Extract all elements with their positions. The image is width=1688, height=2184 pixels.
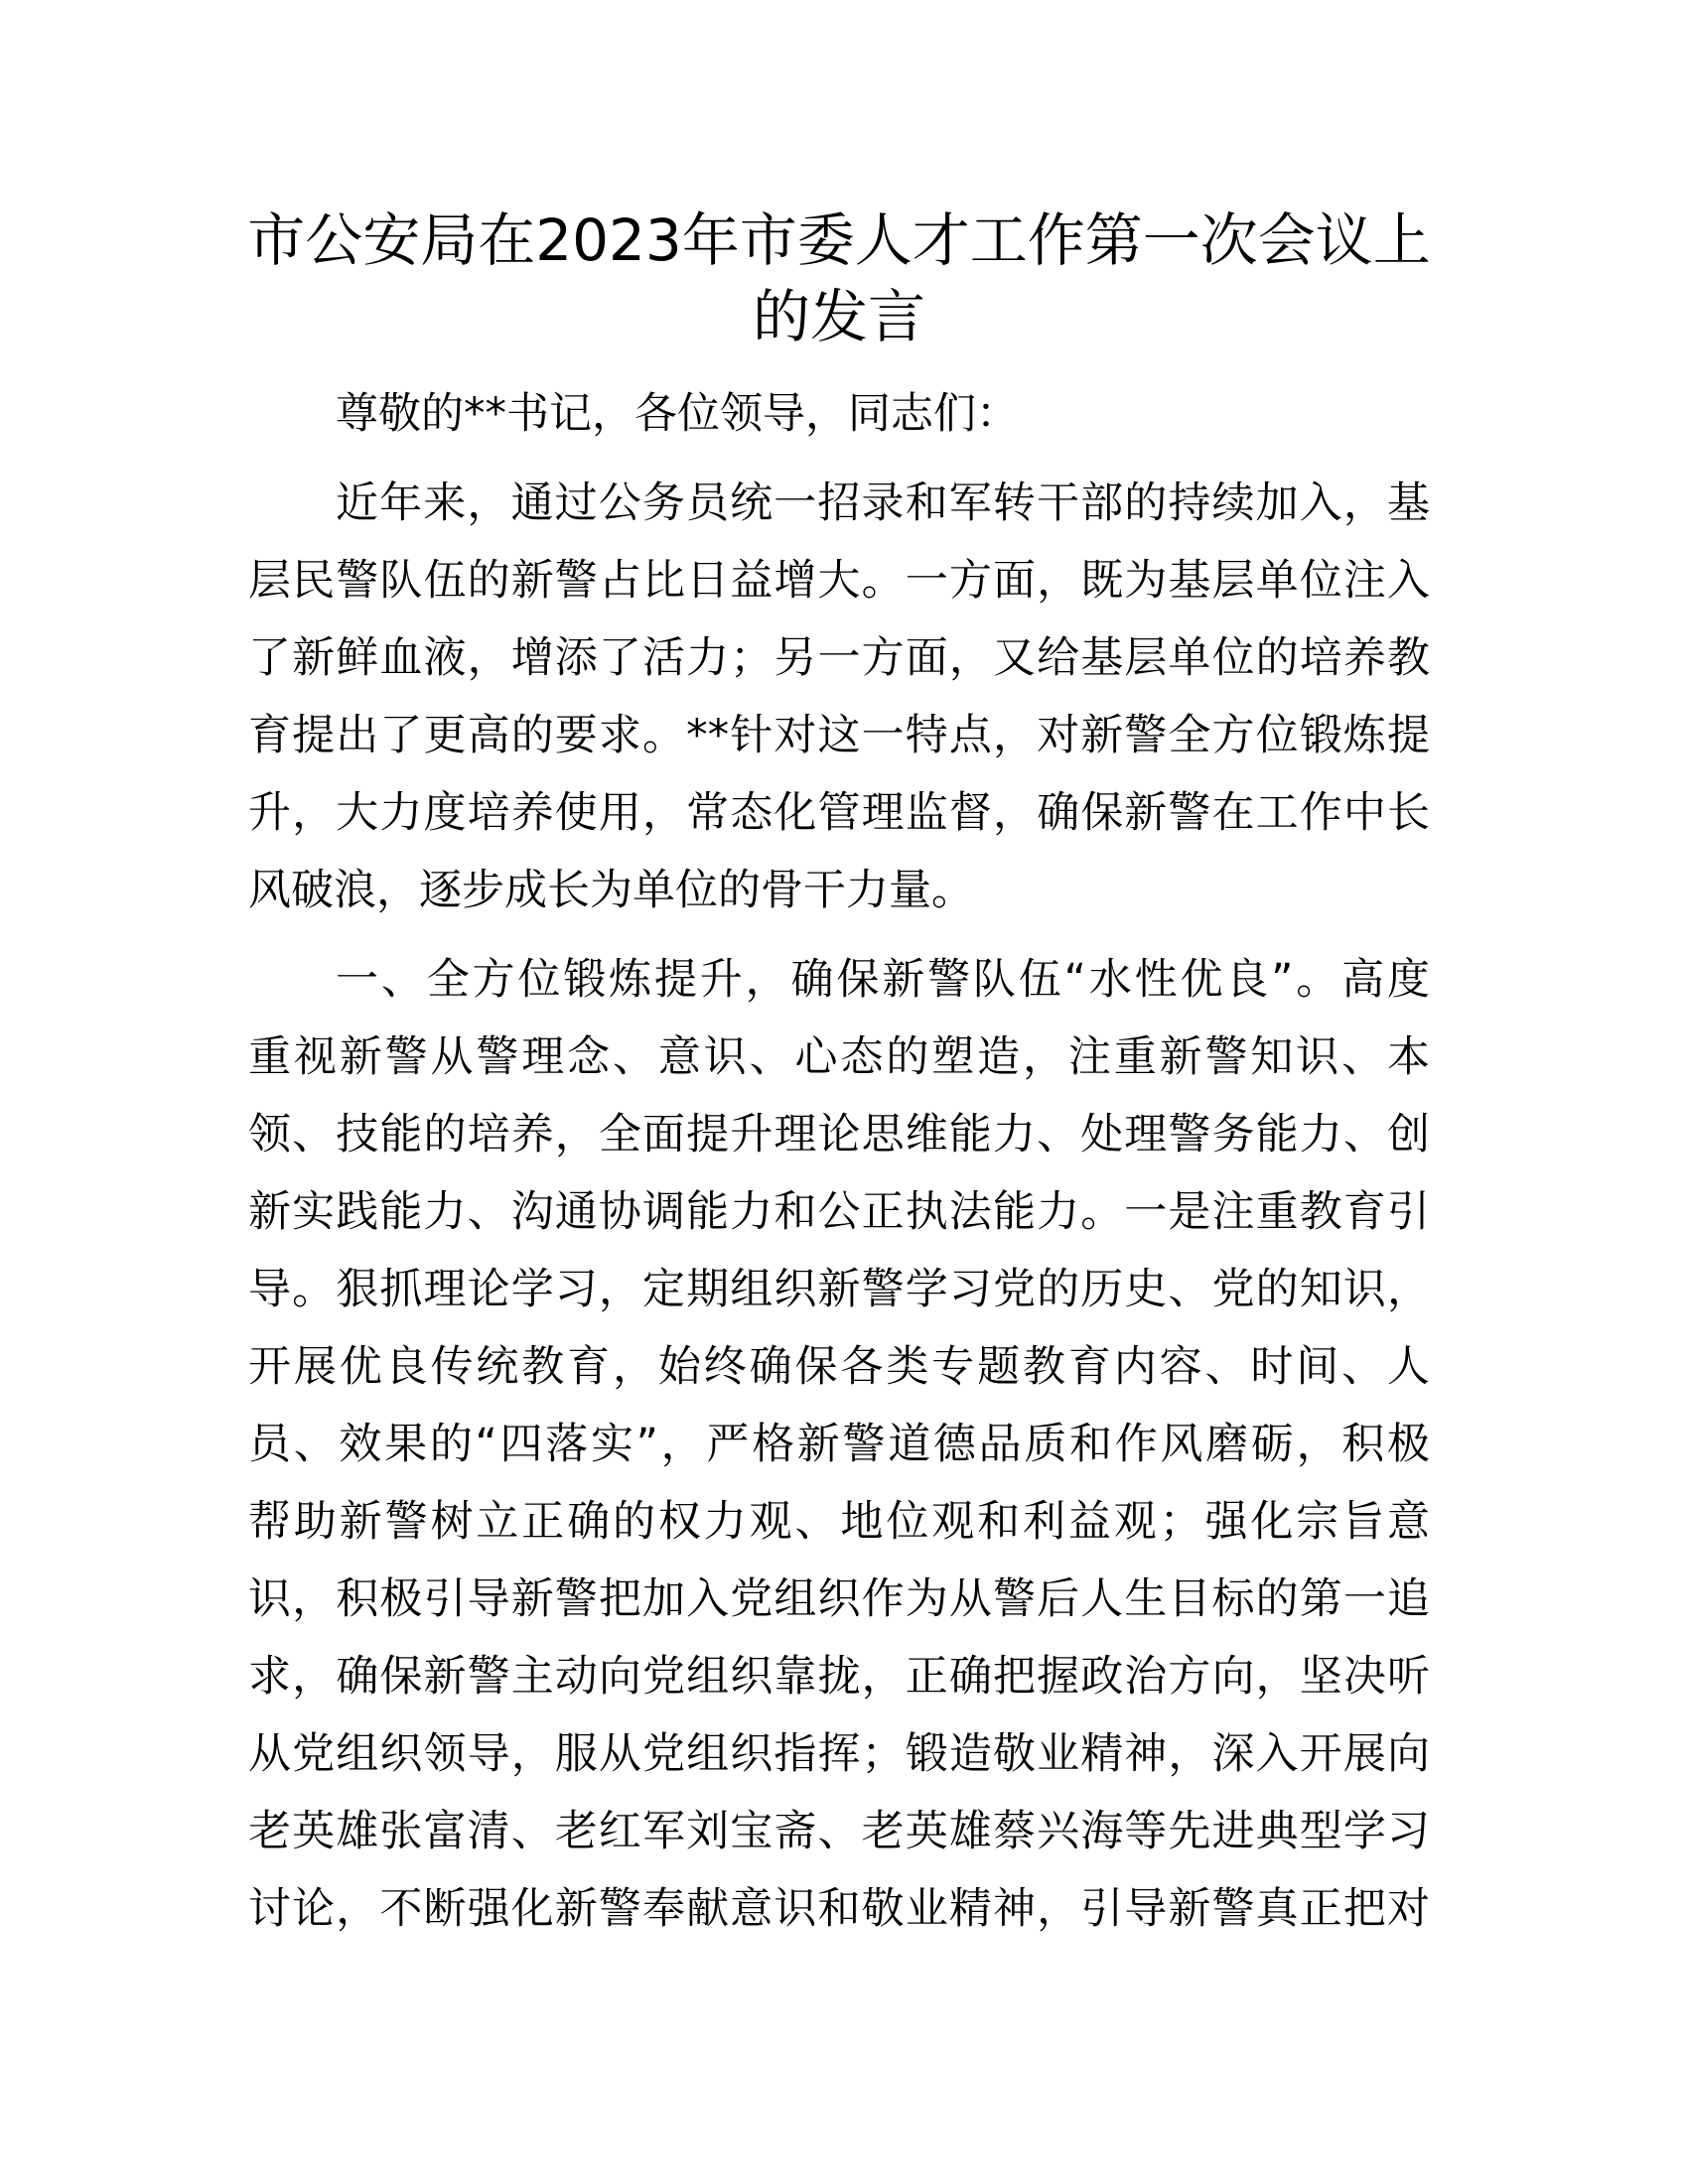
paragraph (248, 941, 1430, 1948)
text-line: 导。狠抓理论学习，定期组织新警学习党的历史、党的知识， (248, 1265, 1430, 1314)
text-line: 求，确保新警主动向党组织靠拢，正确把握政治方向，坚决听 (248, 1652, 1430, 1702)
text-line: 讨论，不断强化新警奉献意识和敬业精神，引导新警真正把对 (248, 1884, 1430, 1934)
title-line-2: 的发言 (752, 283, 925, 350)
text-line: 领、技能的培养，全面提升理论思维能力、处理警务能力、创 (248, 1110, 1430, 1160)
text-line: 层民警队伍的新警占比日益增大。一方面，既为基层单位注入 (248, 556, 1430, 606)
text-line: 从党组织领导，服从党组织指挥；锻造敬业精神，深入开展向 (248, 1729, 1430, 1779)
text-line: 一、全方位锻炼提升，确保新警队伍“水性优良”。高度 (336, 955, 1430, 1005)
paragraph (248, 465, 1430, 929)
text-line: 风破浪，逐步成长为单位的骨干力量。 (248, 866, 974, 915)
text-line: 识，积极引导新警把加入党组织作为从警后人生目标的第一追 (248, 1574, 1430, 1624)
text-line: 尊敬的**书记，各位领导，同志们： (336, 389, 1019, 439)
text-line: 升，大力度培养使用，常态化管理监督，确保新警在工作中长 (248, 788, 1430, 838)
title-line-1: 市公安局在2023年市委人才工作第一次会议上 (247, 206, 1431, 274)
document-title (228, 203, 1450, 355)
document-body (248, 375, 1430, 1948)
salutation (248, 375, 1430, 453)
text-line: 近年来，通过公务员统一招录和军转干部的持续加入，基 (336, 478, 1430, 528)
text-line: 员、效果的“四落实”，严格新警道德品质和作风磨砺，积极 (248, 1420, 1430, 1469)
text-line: 重视新警从警理念、意识、心态的塑造，注重新警知识、本 (248, 1032, 1430, 1082)
text-line: 开展优良传统教育，始终确保各类专题教育内容、时间、人 (248, 1342, 1430, 1392)
text-line: 新实践能力、沟通协调能力和公正执法能力。一是注重教育引 (248, 1187, 1430, 1237)
text-line: 老英雄张富清、老红军刘宝斋、老英雄蔡兴海等先进典型学习 (248, 1807, 1430, 1856)
text-line: 育提出了更高的要求。**针对这一特点，对新警全方位锻炼提 (248, 711, 1430, 760)
text-line: 了新鲜血液，增添了活力；另一方面，又给基层单位的培养教 (248, 633, 1430, 683)
text-line: 帮助新警树立正确的权力观、地位观和利益观；强化宗旨意 (248, 1497, 1430, 1547)
